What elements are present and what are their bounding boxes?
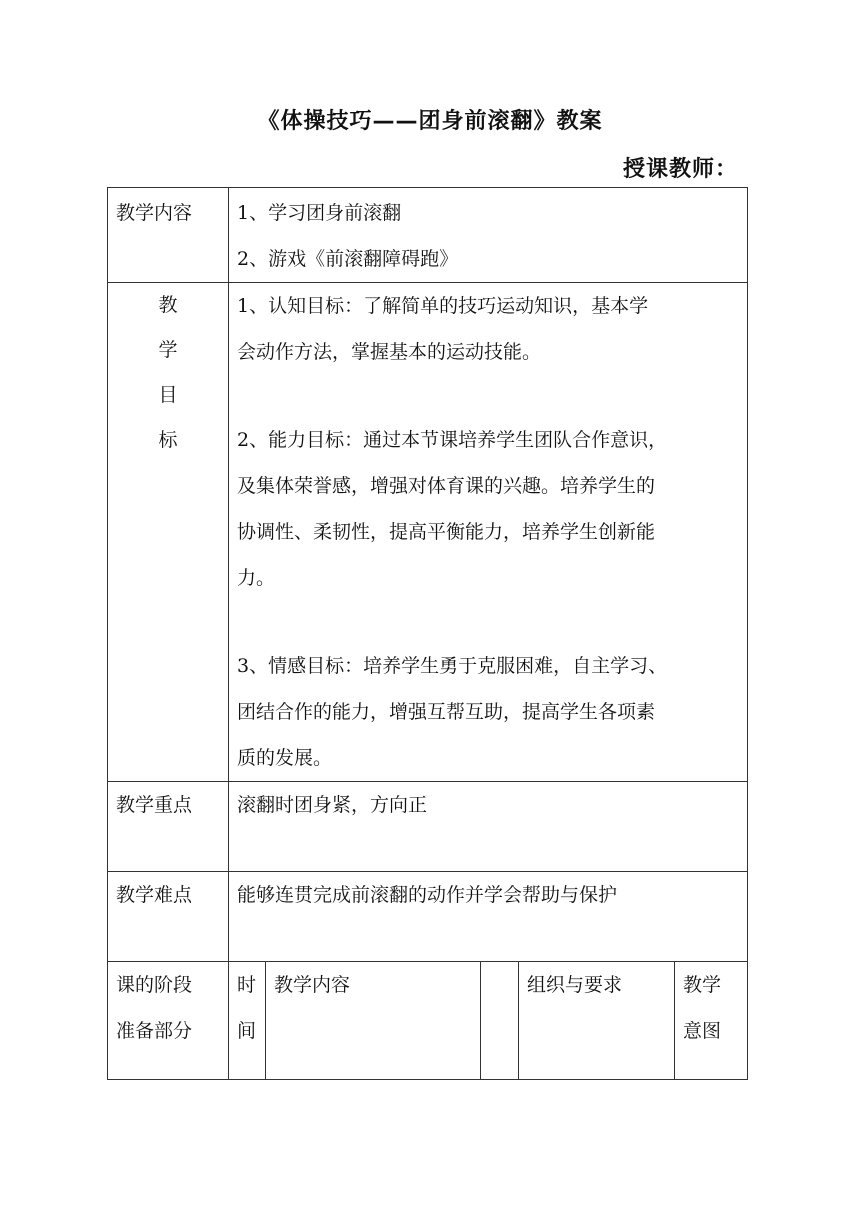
content-header-cell: 教学内容	[266, 962, 481, 1080]
teacher-label: 授课教师：	[622, 157, 738, 182]
label-key-point: 教学重点	[108, 782, 229, 872]
label-teaching-objectives	[108, 283, 229, 782]
key-point-cell: 滚翻时团身紧，方向正	[229, 782, 748, 872]
emotion-line-2: 团结合作的能力，增强互帮互助，提高学生各项素	[237, 701, 656, 723]
intent-line-2: 意图	[683, 1020, 722, 1042]
emotion-line-3: 质的发展。	[237, 747, 333, 769]
ability-line-2: 及集体荣誉感，增强对体育课的兴趣。培养学生的	[237, 475, 656, 497]
blank-header-cell	[481, 962, 519, 1080]
objective-label-char-1: 教	[158, 294, 178, 316]
content-line-1: 1、学习团身前滚翻	[237, 202, 402, 224]
stage-prep-label: 准备部分	[116, 1020, 193, 1042]
lesson-plan-table	[107, 187, 748, 1080]
teaching-objectives-cell	[229, 283, 748, 782]
ability-line-3: 协调性、柔韧性，提高平衡能力，培养学生创新能	[237, 521, 656, 543]
objective-label-char-4: 标	[158, 429, 178, 451]
row-stage-header	[108, 962, 748, 1080]
time-char-2: 间	[237, 1020, 257, 1042]
row-teaching-content	[108, 188, 748, 283]
difficulty-cell: 能够连贯完成前滚翻的动作并学会帮助与保护	[229, 872, 748, 962]
ability-line-4: 力。	[237, 567, 276, 589]
objective-label-char-3: 目	[158, 384, 178, 406]
teaching-content-cell	[229, 188, 748, 283]
stage-header-label: 课的阶段	[116, 974, 193, 996]
intent-cell	[675, 962, 748, 1080]
time-cell	[229, 962, 266, 1080]
stage-cell	[108, 962, 229, 1080]
organization-header-cell: 组织与要求	[519, 962, 675, 1080]
row-difficulty	[108, 872, 748, 962]
time-char-1: 时	[237, 974, 257, 996]
ability-line-1: 2、能力目标：通过本节课培养学生团队合作意识，	[237, 429, 668, 451]
intent-line-1: 教学	[683, 974, 722, 996]
label-teaching-content: 教学内容	[108, 188, 229, 283]
row-key-point	[108, 782, 748, 872]
content-line-2: 2、游戏《前滚翻障碍跑》	[237, 248, 459, 270]
label-difficulty: 教学难点	[108, 872, 229, 962]
cognitive-line-2: 会动作方法，掌握基本的运动技能。	[237, 341, 542, 363]
row-teaching-objectives	[108, 283, 748, 782]
cognitive-line-1: 1、认知目标：了解简单的技巧运动知识，基本学	[237, 295, 649, 317]
emotion-line-1: 3、情感目标：培养学生勇于克服困难，自主学习、	[237, 655, 668, 677]
objective-label-char-2: 学	[158, 339, 178, 361]
document-title: 《体操技巧——团身前滚翻》教案	[257, 109, 603, 134]
